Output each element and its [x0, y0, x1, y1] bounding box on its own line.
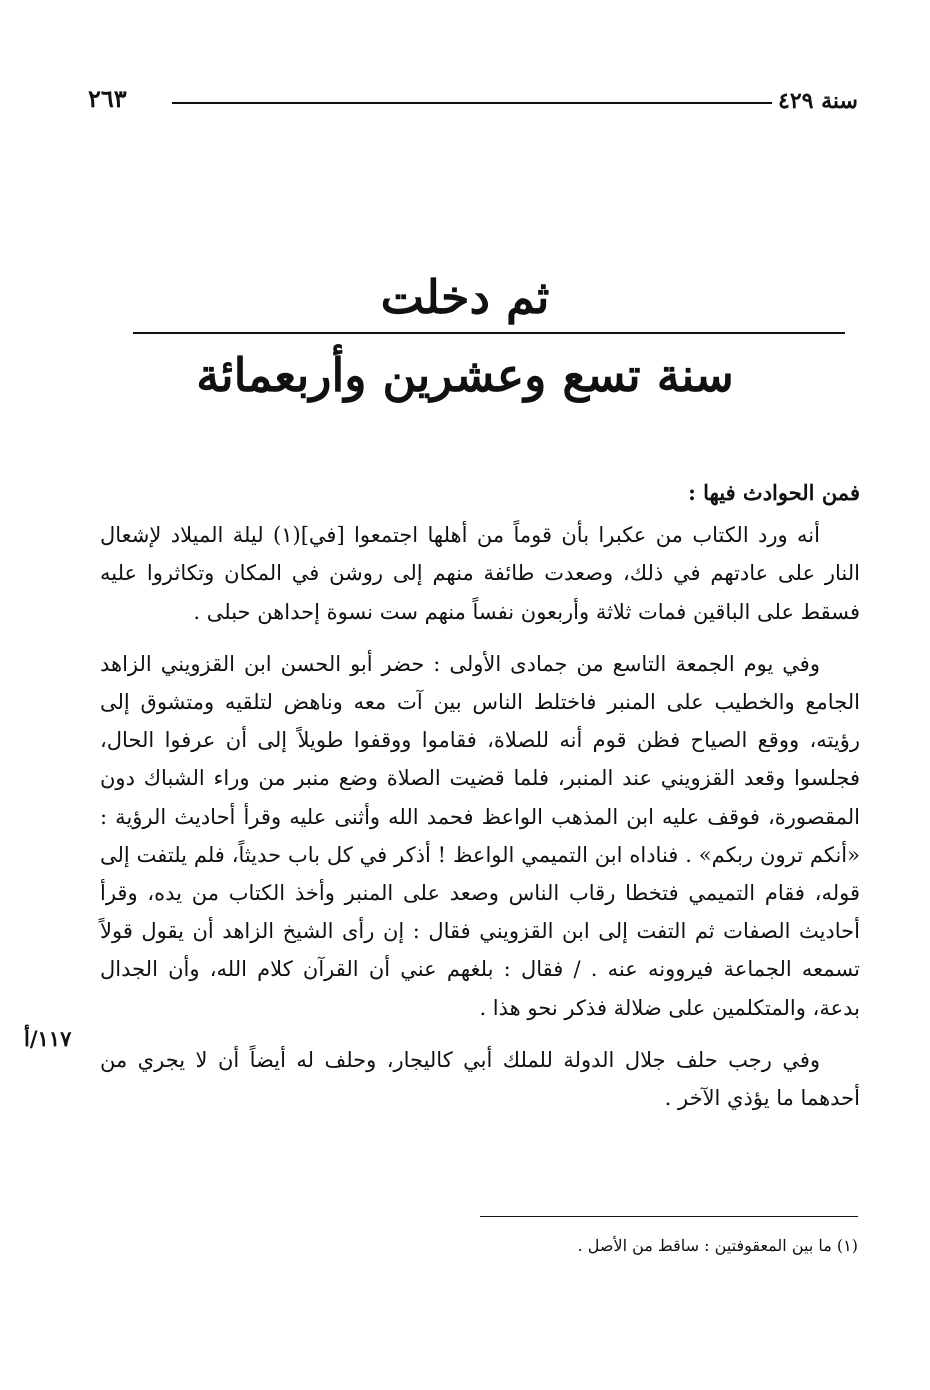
footnote-rule [480, 1216, 858, 1217]
body-text [100, 474, 860, 1117]
chapter-heading-line1: ثم دخلت [380, 270, 550, 324]
running-header-year: سنة ٤٢٩ [778, 88, 858, 114]
section-lead: فمن الحوادث فيها : [688, 480, 860, 505]
paragraph-1: أنه ورد الكتاب من عكبرا بأن قوماً من أهلها اجتمعوا [في](١) ليلة الميلاد لإشعال النار على عادتهم في ذلك، وصعدت طائفة منهم إلى روشن في المكان وتكاثروا عليه فسقط على الباقين فمات ثلاثة وأربعون نفساً منهم ست نسوة إحداهن حبلى . [100, 523, 860, 624]
chapter-heading-line2: سنة تسع وعشرين وأربعمائة [196, 348, 734, 402]
paragraph-2: وفي يوم الجمعة التاسع من جمادى الأولى : حضر أبو الحسن ابن القزويني الزاهد الجامع والخطيب على المنبر فاختلط الناس بين آت معه وناهض لتلقيه ومتشوق إلى رؤيته، ووقع الصياح فظن قوم أنه للصلاة، فقاموا ووقفوا طويلاً إلى أن عرفوا الحال، فجلسوا وقعد القزويني عند المنبر، فلما قضيت الصلاة وضع منبر من وراء الشباك دون المقصورة، فوقف عليه ابن المذهب الواعظ فحمد الله وأثنى عليه وقرأ أحاديث الرؤية : «أنكم ترون ربكم» . فناداه ابن التميمي الواعظ ! أذكر في كل باب حديثاً، فلم يلتفت إلى قوله، فقام التميمي فتخطا رقاب الناس وصعد على المنبر وأخذ الكتاب من يده، وقرأ أحاديث الصفات ثم التفت إلى ابن القزويني فقال : إن رأى الشيخ الزاهد أن يقول قولاً تسمعه الجماعة فيروونه عنه . / فقال : بلغهم عني أن القرآن كلام الله، وأن الجدال بدعة، والمتكلمين على ضلالة فذكر نحو هذا . [100, 651, 860, 1020]
page-number: ٢٦٣ [88, 84, 127, 113]
paragraph-3: وفي رجب حلف جلال الدولة للملك أبي كاليجار، وحلف له أيضاً أن لا يجري من أحدهما ما يؤذي الآخر . [100, 1047, 860, 1111]
header-rule [172, 102, 772, 104]
manuscript-folio-note: ١١٧/أ [24, 1026, 72, 1051]
footnote: (١) ما بين المعقوفتين : ساقط من الأصل . [577, 1236, 858, 1255]
heading-divider [133, 332, 845, 334]
